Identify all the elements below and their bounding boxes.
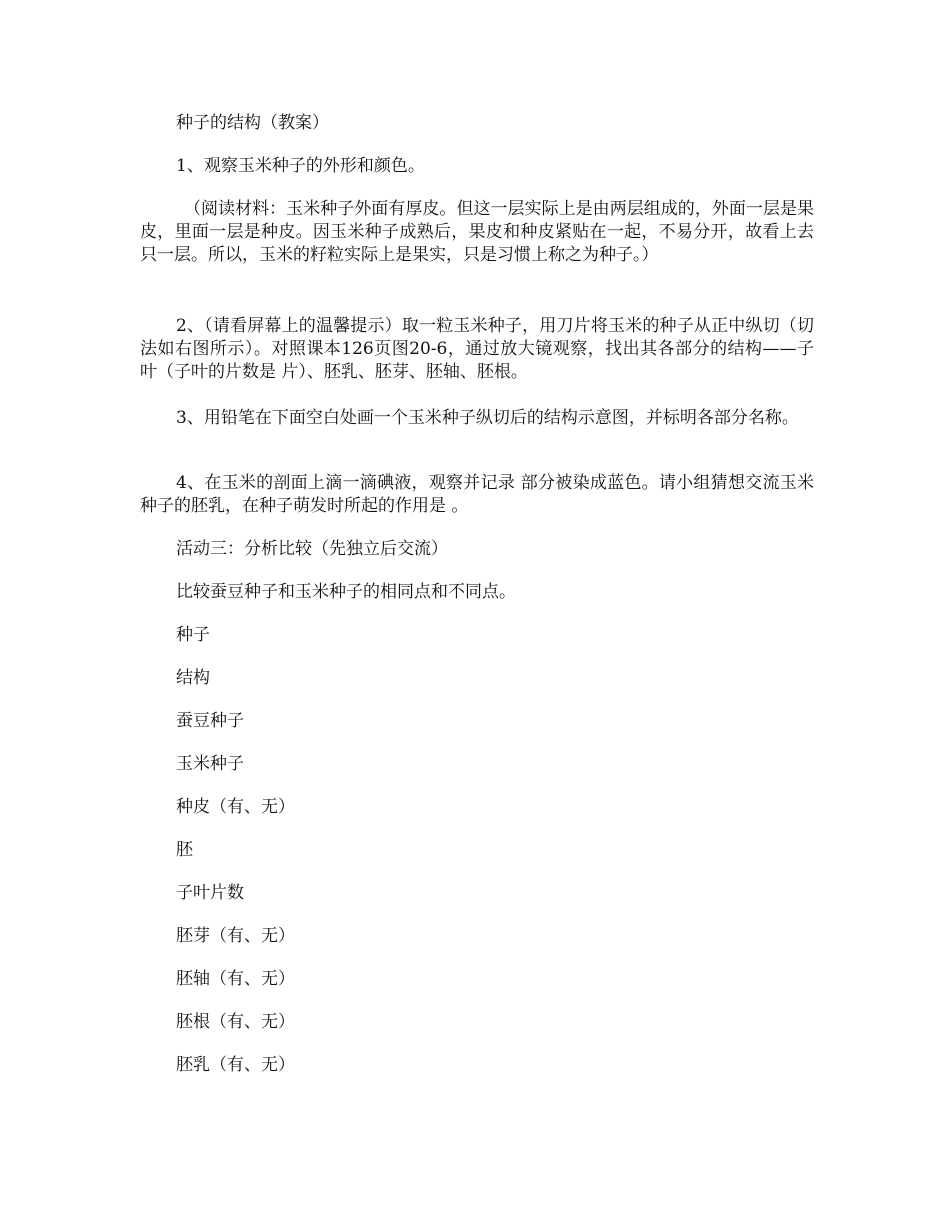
step-1: 1、观察玉米种子的外形和颜色。 [176,156,425,176]
step-3: 3、用铅笔在下面空白处画一个玉米种子纵切后的结构示意图，并标明各部分名称。 [176,408,799,428]
table-item: 种皮（有、无） [176,797,295,817]
reading-material: （阅读材料：玉米种子外面有厚皮。但这一层实际上是由两层组成的，外面一层是果皮，里面一层是种皮。因玉米种子成熟后，果皮和种皮紧贴在一起，不易分开，故看上去只一层。所以，玉米的籽粒实际上是果实，只是习惯上称之为种子。） [140,199,814,265]
table-item: 胚 [176,840,193,860]
comparison-intro: 比较蚕豆种子和玉米种子的相同点和不同点。 [176,582,516,602]
activity-title: 活动三：分析比较（先独立后交流） [176,539,448,559]
table-item: 结构 [176,668,210,688]
table-item: 种子 [176,625,210,645]
table-item: 胚轴（有、无） [176,969,295,989]
table-item: 子叶片数 [176,883,244,903]
table-item: 胚根（有、无） [176,1012,295,1032]
table-item: 玉米种子 [176,754,244,774]
document-title: 种子的结构（教案） [176,113,329,133]
table-item: 胚乳（有、无） [176,1055,295,1075]
table-item: 蚕豆种子 [176,711,244,731]
step-4: 4、在玉米的剖面上滴一滴碘液，观察并记录 部分被染成蓝色。请小组猜想交流玉米种子的胚乳，在种子萌发时所起的作用是 。 [140,473,814,516]
table-item: 胚芽（有、无） [176,926,295,946]
step-2: 2、（请看屏幕上的温馨提示）取一粒玉米种子，用刀片将玉米的种子从正中纵切（切法如右图所示）。对照课本126页图20-6，通过放大镜观察，找出其各部分的结构——子叶（子叶的片数是 片）、胚乳、胚芽、胚轴、胚根。 [140,316,814,382]
